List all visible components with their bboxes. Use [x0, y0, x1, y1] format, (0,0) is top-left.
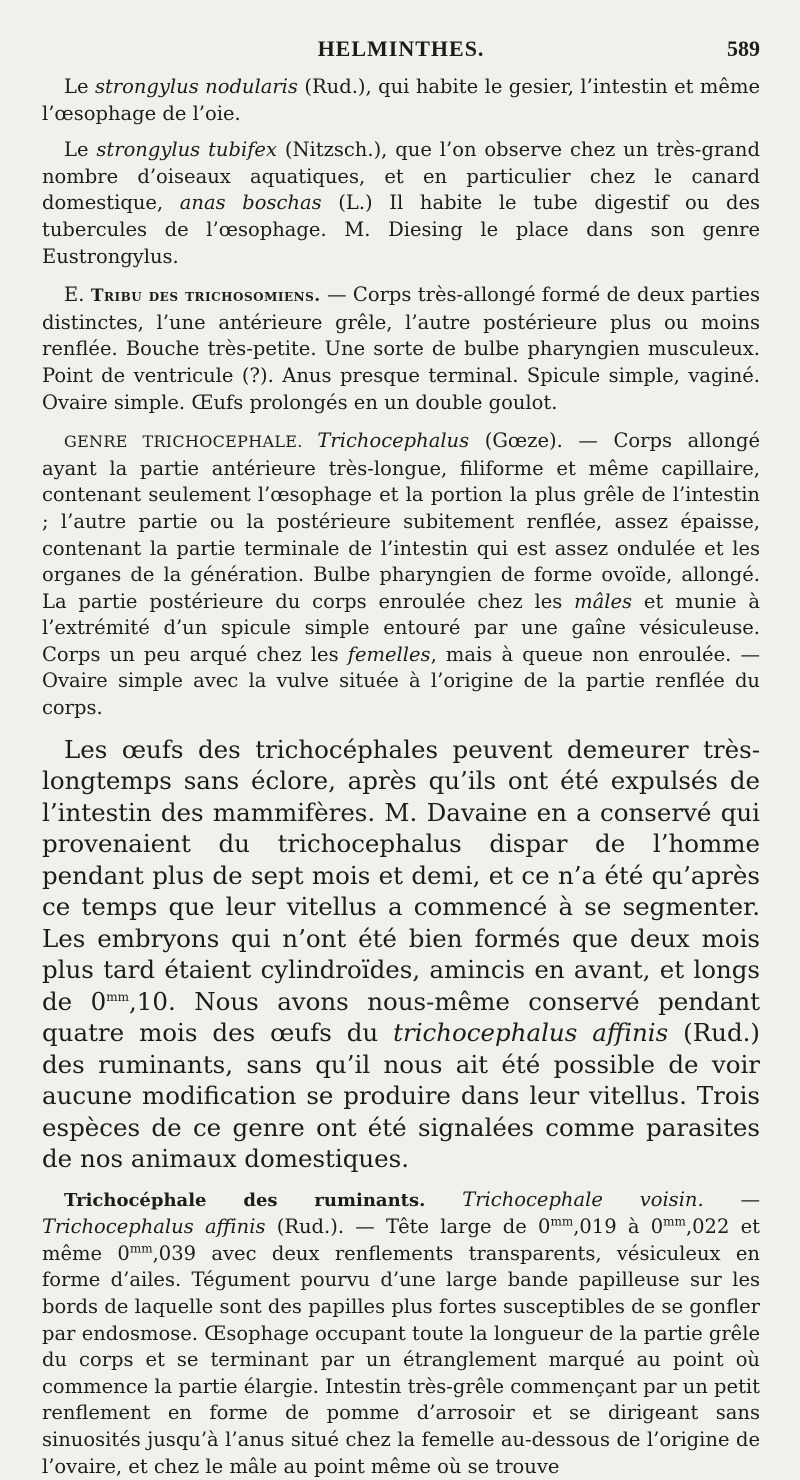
text: (Nitzsch.), que l’on observe chez un très-grand nombre d’oiseaux aquatiques, et en particulier chez le canard domestique, [42, 138, 760, 215]
text: ,10. Nous avons nous-même conservé pendant quatre mois des œufs du [42, 986, 760, 1048]
text: , mais à queue non enroulée. — Ovaire simple avec la vulve située à l’origine de la partie renflée du corps. [42, 642, 760, 720]
page-header [42, 28, 760, 74]
paragraph-oeufs-trichocephales [42, 734, 760, 1175]
text: et munie à l’extrémité d’un spicule simple entouré par une gaîne vésiculeuse. Corps un peu arqué chez les [42, 589, 760, 666]
emphasis: mâles [574, 589, 633, 613]
paragraph-strongylus-tubifex [42, 137, 760, 270]
page-number: 589 [727, 36, 760, 61]
paragraph-strongylus-nodularis [42, 74, 760, 127]
text: (Rud.) des ruminants, sans qu’il nous ait été possible de voir aucune modification se produire dans leur vitellus. Trois espèces de ce genre ont été signalées comme parasites de nos animaux domestiques. [42, 1018, 760, 1174]
running-title: HELMINTHES. [317, 36, 485, 61]
species-name: strongylus tubifex [96, 138, 277, 162]
text: (Rud.). — Tête large de 0 [265, 1215, 551, 1239]
unit-superscript: mm [663, 1214, 686, 1229]
text: ,022 et même 0 [42, 1215, 760, 1265]
paragraph-trichocephale-ruminants [42, 1187, 760, 1480]
text: — Corps très-allongé formé de deux parties distinctes, l’une antérieure grêle, l’autre postérieure plus ou moins renflée. Bouche très-petite. Une sorte de bulbe pharyngien musculeux. Point de ventricule (?). Anus presque terminal. Spicule simple, vaginé. Ovaire simple. Œufs prolongés en un double goulot. [42, 283, 760, 414]
species-heading: Trichocéphale des ruminants. [64, 1189, 426, 1211]
text: (L.) Il habite le tube digestif ou des tubercules de l’œsophage. M. Diesing le place dans son genre Eustrongylus. [42, 191, 761, 268]
section-letter: E. [64, 283, 91, 307]
paragraph-genre-trichocephale [42, 428, 760, 722]
text: ,039 avec deux renflements transparents, vésiculeux en forme d’ailes. Tégument pourvu d’une large bande papilleuse sur les bords de laquelle sont des papilles plus fortes susceptibles de se gonfler par endosmose. Œsophage occupant toute la longueur de la partie grêle du corps et se terminant par un étranglement marqué au point où commence la partie élargie. Intestin très-grêle commençant par un petit renflement en forme de pomme d’arrosoir et se dirigeant sans sinuosités jusqu’à l’anus situé chez la femelle au-dessous de l’origine de l’ovaire, et chez le mâle au point même où se trouve [42, 1241, 760, 1478]
species-name: anas boschas [179, 191, 322, 215]
emphasis: femelles [347, 642, 431, 666]
text: ,019 à 0 [573, 1215, 664, 1239]
unit-superscript: mm [129, 1241, 153, 1256]
genus-heading: GENRE TRICHOCEPHALE. [64, 432, 318, 452]
species-name: strongylus nodularis [94, 75, 298, 98]
text: (Rud.), qui habite le gesier, l’intestin et même l’œsophage de l’oie. [42, 75, 760, 125]
text [425, 1188, 462, 1211]
section-heading: Tribu des trichosomiens. [90, 286, 321, 307]
paragraph-tribu-trichosomiens [42, 282, 760, 416]
unit-superscript: mm [106, 989, 129, 1004]
text: Les œufs des trichocéphales peuvent demeurer très-longtemps sans éclore, après qu’ils ont été expulsés de l’intestin des mammifères. M. Davaine en a conservé qui provenaient du trichocephalus dispar de l’homme pendant plus de sept mois et demi, et ce n’a été qu’après ce temps que leur vitellus a commencé à se segmenter. Les embryons qui n’ont été bien formés que deux mois plus tard étaient cylindroïdes, amincis en avant, et longs de 0 [42, 734, 760, 1016]
species-name: Trichocephale voisin. — Trichocephalus affinis [42, 1187, 760, 1239]
unit-superscript: mm [550, 1214, 574, 1229]
genus-name: Trichocephalus [317, 429, 470, 453]
text: Le [64, 138, 97, 162]
text: Le [64, 75, 95, 98]
species-name: trichocephalus affinis [393, 1018, 669, 1048]
text: (Gœze). — Corps allongé ayant la partie antérieure très-longue, filiforme et même capillaire, contenant seulement l’œsophage et la portion la plus grêle de l’intestin ; l’autre partie ou la postérieure subitement renflée, assez épaisse, contenant la partie terminale de l’intestin qui est assez ondulée et les organes de la génération. Bulbe pharyngien de forme ovoïde, allongé. La partie postérieure du corps enroulée chez les [42, 429, 760, 613]
